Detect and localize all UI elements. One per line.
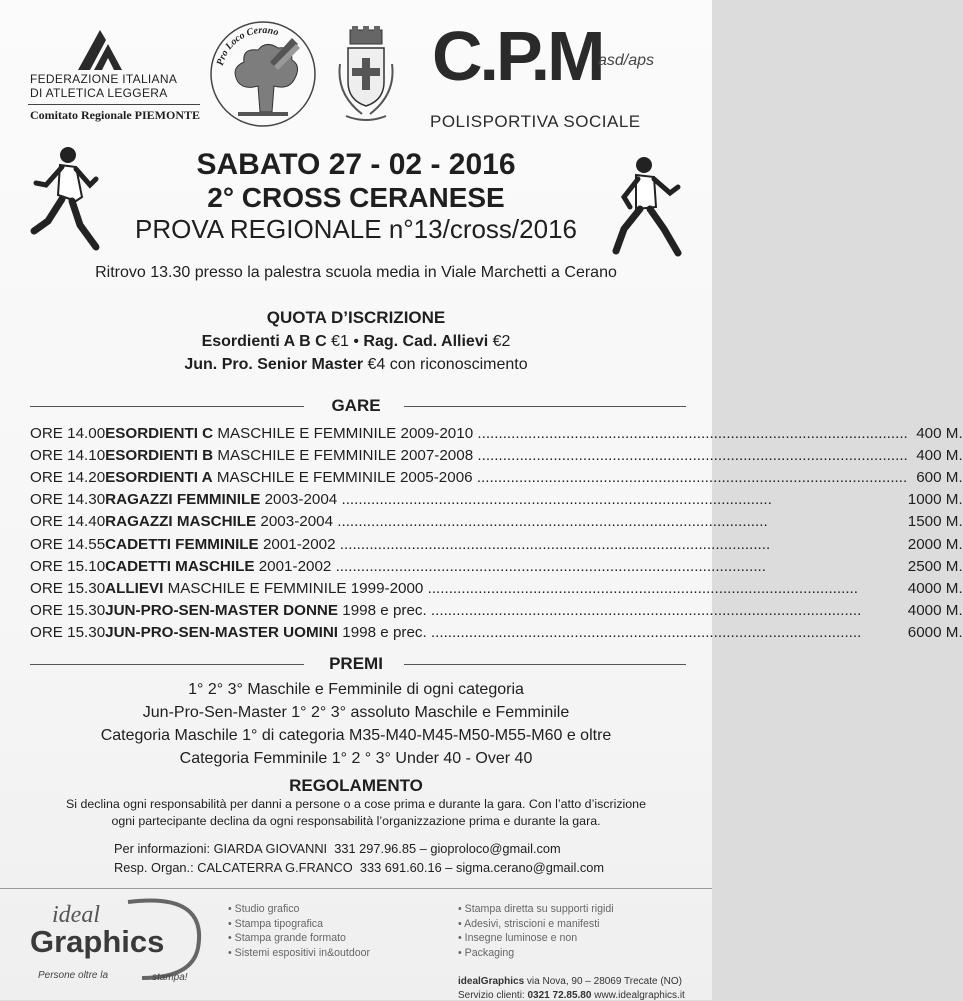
- race-category: CADETTI FEMMINILE: [105, 535, 259, 553]
- footer-address-brand: idealGraphics: [458, 976, 525, 987]
- fidal-committee-region: PIEMONTE: [134, 108, 200, 122]
- svg-text:Pro Loco Cerano: [215, 25, 280, 67]
- footer-phone: [458, 990, 685, 1001]
- race-row: [30, 511, 963, 533]
- race-category: ESORDIENTI C: [105, 424, 214, 442]
- race-description: [105, 533, 908, 555]
- footer-address: [458, 976, 682, 987]
- contact-phone: 331 297.96.85: [334, 841, 417, 856]
- proloco-logo-text: [208, 12, 318, 132]
- service-item: • Packaging: [458, 946, 614, 961]
- fee-mid-price: €2: [492, 333, 511, 350]
- race-distance: 1500 M.: [907, 513, 963, 531]
- fidal-line-2: DI ATLETICA LEGGERA: [30, 86, 168, 100]
- cpm-subtitle: POLISPORTIVA SOCIALE: [430, 112, 641, 131]
- prize-line: Categoria Maschile 1° di categoria M35-M40-M45-M50-M55-M60 e oltre: [100, 727, 612, 744]
- race-detail: 1998 e prec.: [342, 602, 427, 620]
- services-right: [458, 902, 614, 960]
- race-description: [105, 555, 908, 577]
- cpm-logo: C.P.M: [432, 17, 603, 95]
- race-distance: 600 M.: [916, 468, 963, 486]
- event-name: 2° CROSS CERANESE: [207, 182, 505, 213]
- service-item: • Stampa grande formato: [228, 931, 370, 946]
- race-time: ORE 14.30: [30, 491, 106, 509]
- race-row: [30, 489, 963, 511]
- fee-adult-label: Jun. Pro. Senior Master: [184, 356, 364, 373]
- race-time: ORE 15.30: [30, 579, 106, 597]
- prize-line: Categoria Femminile 1° 2 ° 3° Under 40 - Over 40: [179, 750, 533, 767]
- footer-address-text: via Nova, 90 – 28069 Trecate (NO): [526, 976, 682, 987]
- race-time: ORE 14.20: [30, 468, 106, 486]
- brand-tagline-a: Persone oltre la: [38, 970, 109, 981]
- race-category: JUN-PRO-SEN-MASTER DONNE: [105, 602, 339, 620]
- brand-script: ideal: [52, 902, 100, 928]
- contact-name: CALCATERRA G.FRANCO: [197, 860, 353, 875]
- race-time: ORE 15.10: [30, 557, 106, 575]
- service-item: • Stampa tipografica: [228, 917, 370, 932]
- footer-phone-label: Servizio clienti:: [458, 990, 525, 1001]
- rules-line-2: ogni partecipante declina da ogni responsabilità l’organizzazione prima e durante la gara.: [111, 814, 601, 828]
- race-row: [30, 600, 963, 622]
- contact-sep: –: [445, 860, 453, 875]
- contact-phone: 333 691.60.16: [359, 860, 442, 875]
- prize-line: 1° 2° 3° Maschile e Femminile di ogni categoria: [188, 681, 524, 698]
- fidal-name: [30, 72, 200, 100]
- race-description: [105, 622, 908, 644]
- fee-separator: •: [353, 333, 359, 350]
- race-row: [30, 444, 963, 466]
- race-row: [30, 622, 963, 644]
- fee-mid-label: Rag. Cad. Allievi: [363, 333, 489, 350]
- contact-email: sigma.cerano@gmail.com: [455, 860, 605, 875]
- fee-youth-price: €1: [331, 333, 349, 350]
- race-distance: 4000 M.: [907, 579, 963, 597]
- fidal-committee: [30, 108, 200, 123]
- prize-line: Jun-Pro-Sen-Master 1° 2° 3° assoluto Maschile e Femminile: [142, 704, 570, 721]
- race-detail: 2003-2004: [260, 513, 334, 531]
- contact-name: GIARDA GIOVANNI: [213, 841, 328, 856]
- fees-line-2: [0, 356, 712, 374]
- race-description: [105, 511, 908, 533]
- fee-adult-price: €4: [367, 356, 386, 373]
- fidal-logo-icon: [70, 26, 130, 74]
- fees-heading: QUOTA D’ISCRIZIONE: [266, 308, 446, 327]
- race-category: JUN-PRO-SEN-MASTER UOMINI: [105, 624, 339, 642]
- race-row: [30, 422, 963, 444]
- race-distance: 2500 M.: [907, 557, 963, 575]
- races-heading: GARE: [331, 396, 381, 415]
- event-series: PROVA REGIONALE n°13/cross/2016: [135, 214, 577, 244]
- cerano-crest-icon: [336, 24, 396, 124]
- service-item: • Studio grafico: [228, 902, 370, 917]
- race-description: [105, 444, 908, 466]
- race-description: [105, 600, 908, 622]
- contact-row-organizer: [114, 860, 634, 875]
- race-category: ALLIEVI: [105, 579, 164, 597]
- proloco-name: Pro Loco Cerano: [214, 24, 280, 67]
- fidal-divider: [28, 104, 200, 105]
- cpm-asd: asd/aps: [598, 52, 655, 69]
- rules-heading: REGOLAMENTO: [289, 776, 423, 795]
- race-detail: 2001-2002: [262, 535, 336, 553]
- race-detail: 2001-2002: [258, 557, 332, 575]
- race-schedule: [30, 422, 963, 644]
- race-row: [30, 533, 963, 555]
- race-detail: MASCHILE E FEMMINILE 2007-2008: [217, 446, 474, 464]
- race-row: [30, 555, 963, 577]
- footer-phone-number: 0321 72.85.80: [527, 990, 592, 1001]
- race-row: [30, 466, 963, 488]
- contact-label: Resp. Organ.:: [114, 860, 194, 875]
- race-distance: 1000 M.: [907, 491, 963, 509]
- fee-adult-note: con riconoscimento: [389, 356, 528, 373]
- race-time: ORE 14.00: [30, 424, 106, 442]
- race-description: [105, 466, 908, 488]
- service-item: • Insegne luminose e non: [458, 931, 614, 946]
- race-time: ORE 15.30: [30, 602, 106, 620]
- meeting-info: Ritrovo 13.30 presso la palestra scuola media in Viale Marchetti a Cerano: [95, 264, 617, 281]
- race-distance: 400 M.: [916, 424, 963, 442]
- service-item: • Sistemi espositivi in&outdoor: [228, 946, 370, 961]
- race-time: ORE 14.55: [30, 535, 106, 553]
- race-row: [30, 577, 963, 599]
- race-category: ESORDIENTI B: [105, 446, 214, 464]
- race-time: ORE 15.30: [30, 624, 106, 642]
- race-detail: MASCHILE E FEMMINILE 2005-2006: [216, 468, 473, 486]
- fidal-line-1: FEDERAZIONE ITALIANA: [30, 72, 178, 86]
- race-detail: 2003-2004: [264, 491, 338, 509]
- race-time: ORE 14.40: [30, 513, 106, 531]
- rules-line-1: Si declina ogni responsabilità per danni a persone o a cose prima e durante la gara. Con l’atto d’iscrizione: [66, 797, 646, 811]
- contact-label: Per informazioni:: [114, 841, 211, 856]
- footer-web: www.idealgraphics.it: [594, 990, 685, 1001]
- race-detail: 1998 e prec.: [342, 624, 427, 642]
- prizes-heading: PREMI: [329, 654, 383, 673]
- race-detail: MASCHILE E FEMMINILE 2009-2010: [217, 424, 474, 442]
- race-distance: 2000 M.: [907, 535, 963, 553]
- race-distance: 4000 M.: [907, 602, 963, 620]
- race-category: ESORDIENTI A: [105, 468, 213, 486]
- race-category: RAGAZZI MASCHILE: [105, 513, 257, 531]
- brand-bold: Graphics: [30, 924, 165, 959]
- contact-row-info: [114, 841, 634, 856]
- fees-line-1: [0, 333, 712, 351]
- fee-youth-label: Esordienti A B C: [201, 333, 327, 350]
- race-category: RAGAZZI FEMMINILE: [105, 491, 261, 509]
- race-distance: 400 M.: [916, 446, 963, 464]
- contact-email: gioproloco@gmail.com: [430, 841, 561, 856]
- race-description: [105, 489, 908, 511]
- race-detail: MASCHILE E FEMMINILE 1999-2000: [167, 579, 424, 597]
- race-description: [105, 577, 908, 599]
- race-distance: 6000 M.: [907, 624, 963, 642]
- race-description: [105, 422, 908, 444]
- contact-sep: –: [419, 841, 427, 856]
- race-category: CADETTI MASCHILE: [105, 557, 255, 575]
- services-left: [228, 902, 370, 960]
- race-time: ORE 14.10: [30, 446, 106, 464]
- rules-text: [26, 796, 686, 830]
- service-item: • Adesivi, striscioni e manifesti: [458, 917, 614, 932]
- footer-divider: [0, 888, 712, 889]
- event-date: SABATO 27 - 02 - 2016: [196, 148, 516, 181]
- fidal-committee-prefix: Comitato Regionale: [30, 108, 132, 122]
- brand-tagline-b: stampa!: [152, 972, 188, 983]
- service-item: • Stampa diretta su supporti rigidi: [458, 902, 614, 917]
